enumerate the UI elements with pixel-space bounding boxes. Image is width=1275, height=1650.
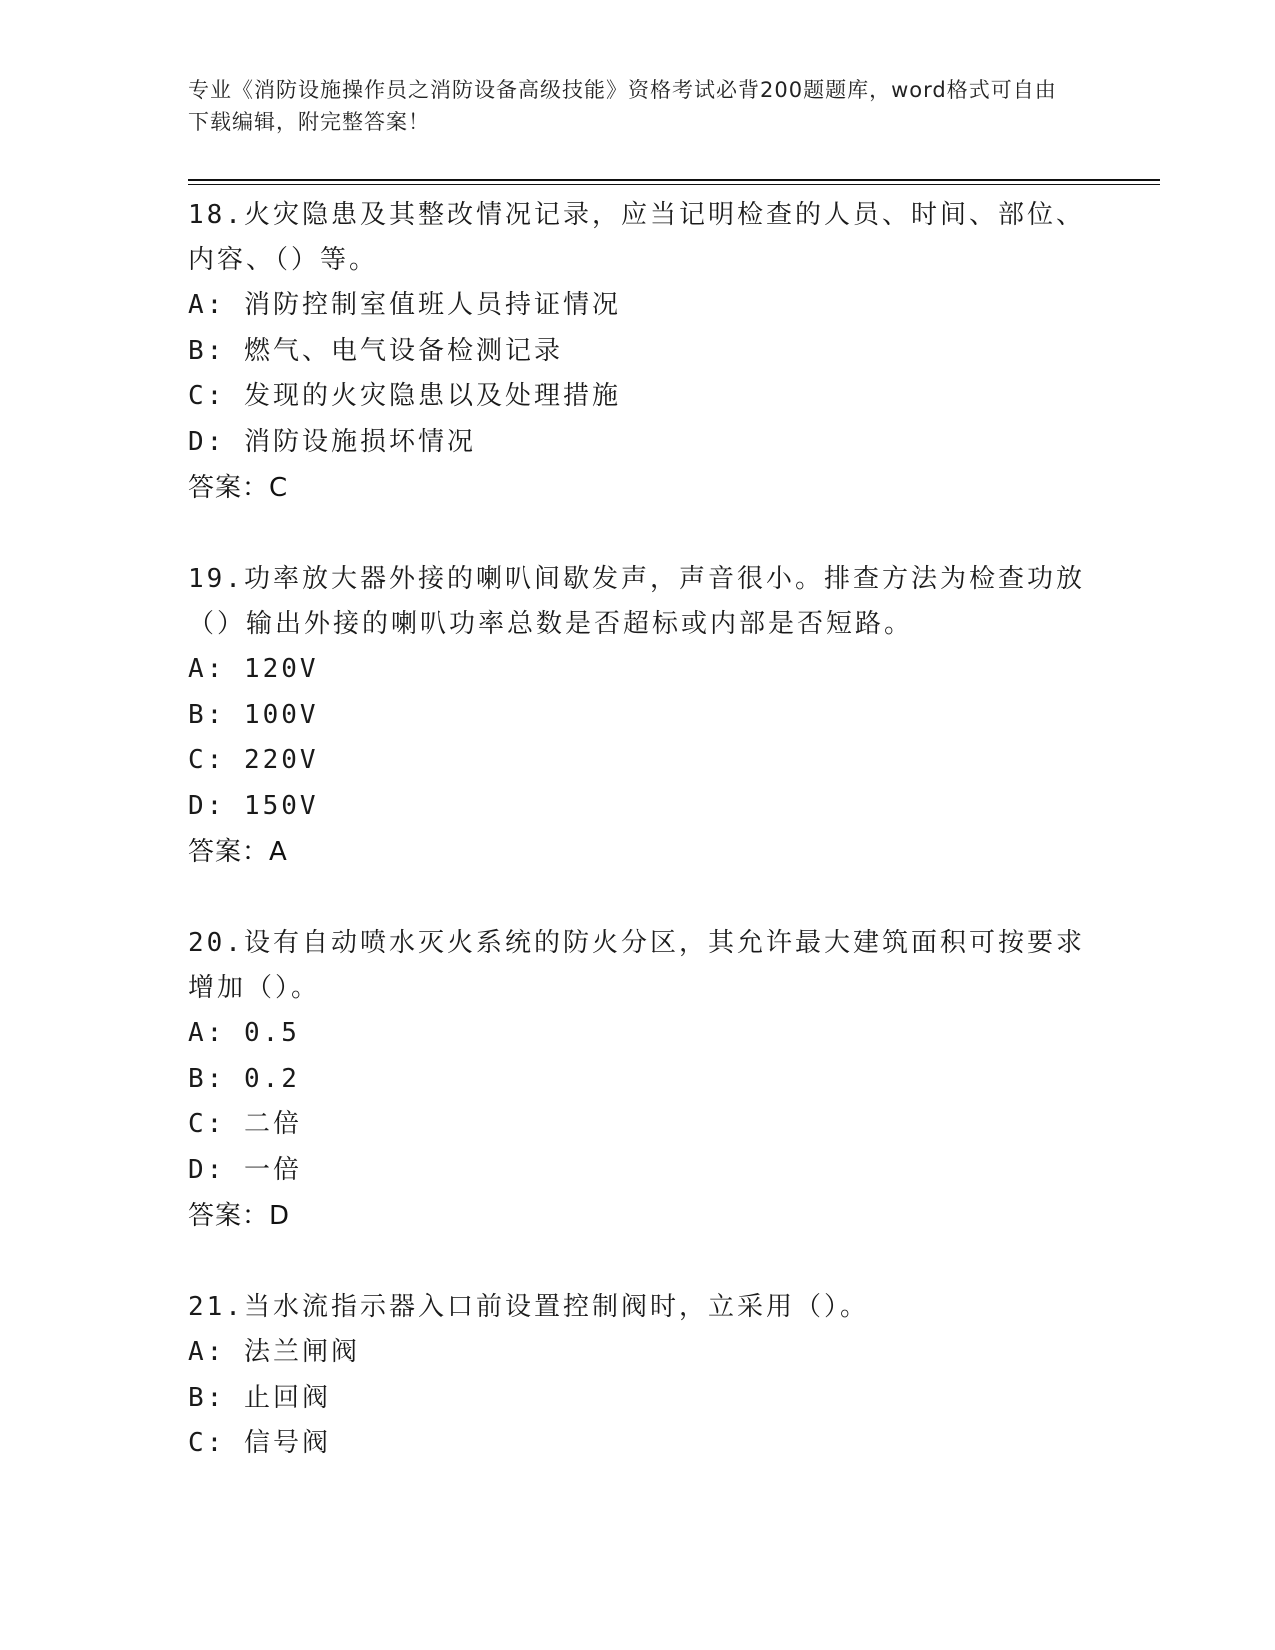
option-c: C: 220V (188, 745, 319, 775)
option-a: A: 0.5 (188, 1018, 300, 1048)
question-21 (188, 1285, 1088, 1467)
question-18 (188, 193, 1088, 511)
question-stem: 19.功率放大器外接的喇叭间歇发声，声音很小。排查方法为检查功放（）输出外接的喇叭功率总数是否超标或内部是否短路。 (188, 564, 1085, 639)
answer-line: 答案：C (188, 473, 289, 503)
question-stem: 18.火灾隐患及其整改情况记录，应当记明检查的人员、时间、部位、内容、（）等。 (188, 200, 1085, 275)
question-list (188, 193, 1088, 1513)
option-c: C: 二倍 (188, 1109, 302, 1139)
option-a: A: 120V (188, 654, 319, 684)
header-divider-thin (188, 184, 1160, 185)
option-a: A: 法兰闸阀 (188, 1337, 360, 1367)
question-stem: 20.设有自动喷水灭火系统的防火分区，其允许最大建筑面积可按要求增加（）。 (188, 928, 1085, 1003)
answer-line: 答案：A (188, 837, 288, 867)
option-d: D: 一倍 (188, 1154, 302, 1185)
question-20 (188, 921, 1088, 1239)
option-b: B: 燃气、电气设备检测记录 (188, 335, 563, 366)
option-a: A: 消防控制室值班人员持证情况 (188, 290, 621, 320)
option-d: D: 150V (188, 790, 319, 821)
question-stem: 21.当水流指示器入口前设置控制阀时，立采用（）。 (188, 1292, 869, 1322)
document-header: 专业《消防设施操作员之消防设备高级技能》资格考试必背200题题库，word格式可自由下载编辑，附完整答案！ (188, 78, 1057, 134)
option-b: B: 100V (188, 699, 319, 730)
option-b: B: 0.2 (188, 1063, 300, 1094)
option-c: C: 信号阀 (188, 1428, 331, 1458)
option-c: C: 发现的火灾隐患以及处理措施 (188, 381, 621, 411)
header-divider-thick (188, 179, 1160, 181)
option-b: B: 止回阀 (188, 1382, 331, 1413)
question-19 (188, 557, 1088, 875)
option-d: D: 消防设施损坏情况 (188, 426, 476, 457)
answer-line: 答案：D (188, 1201, 291, 1231)
